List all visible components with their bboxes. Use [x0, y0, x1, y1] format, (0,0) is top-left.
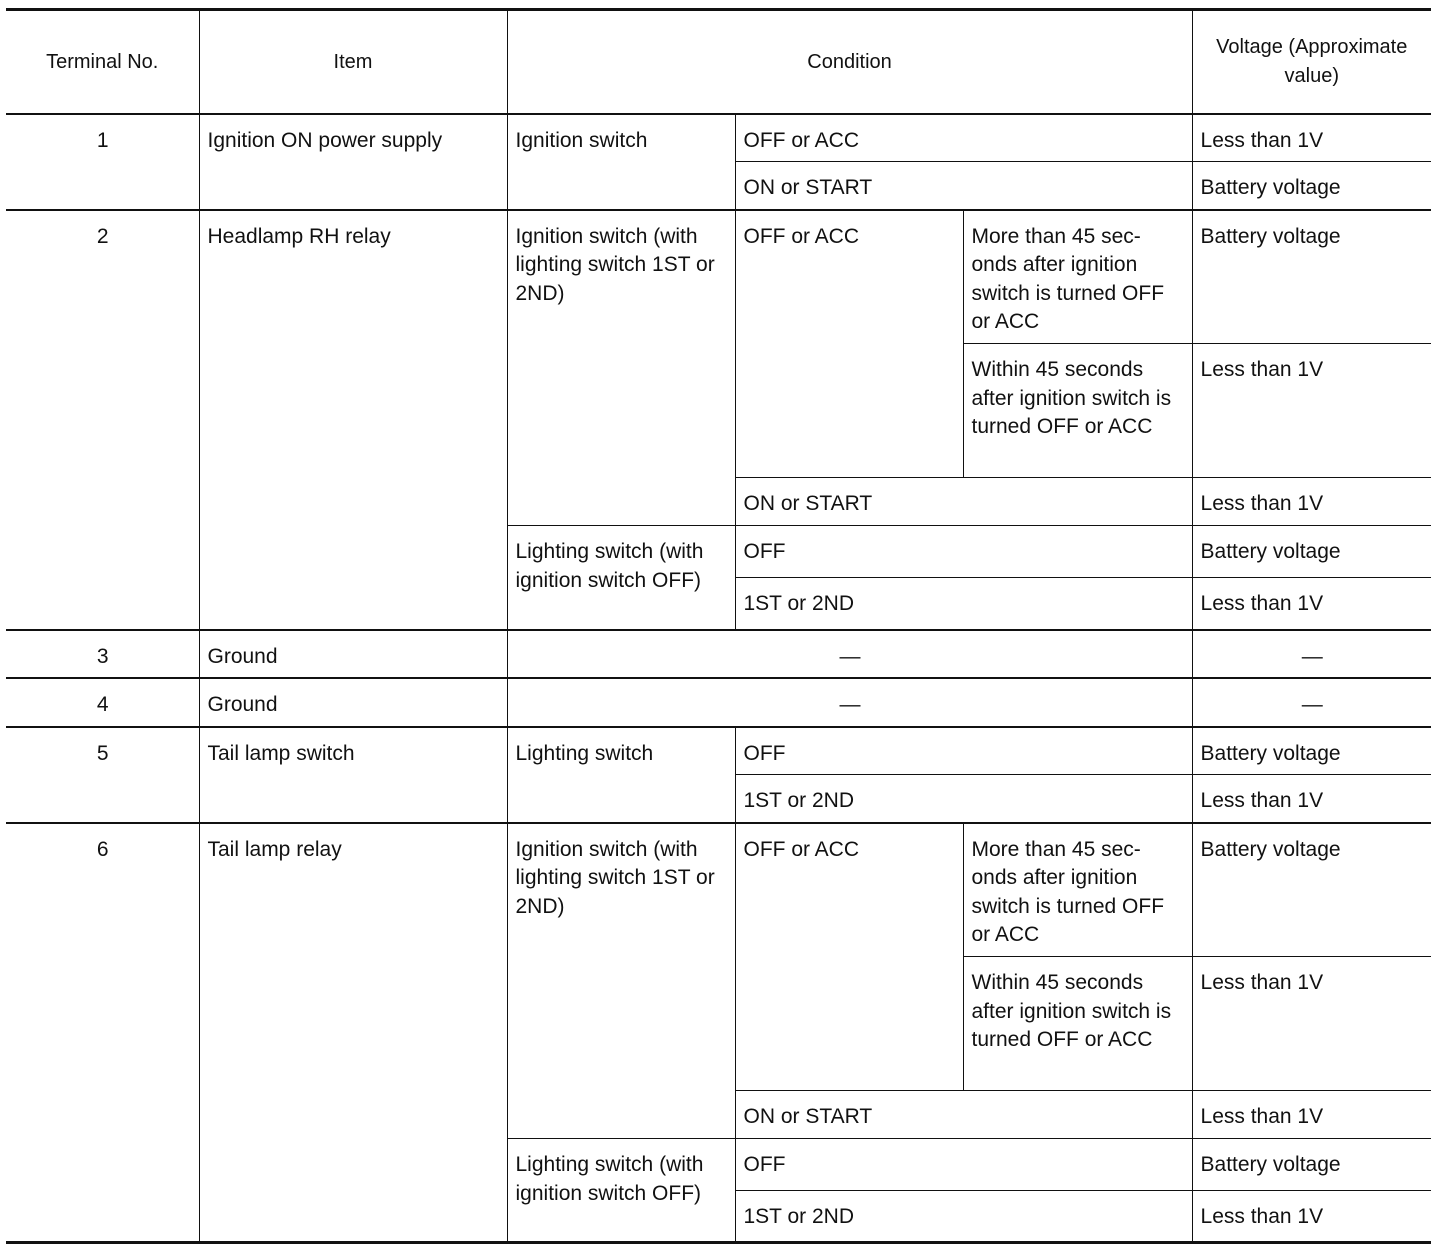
item-cell: Ground [199, 630, 507, 679]
voltage-cell: Battery voltage [1192, 162, 1431, 210]
voltage-cell: — [1192, 678, 1431, 727]
condition-cell: OFF [735, 727, 1192, 775]
condition-cell: OFF [735, 1139, 1192, 1191]
item-cell: Tail lamp relay [199, 823, 507, 1243]
terminal-number: 5 [6, 727, 199, 823]
header-item: Item [199, 10, 507, 114]
terminal-number: 3 [6, 630, 199, 679]
table-row [6, 630, 1431, 679]
terminal-table-frame [6, 8, 1431, 1244]
voltage-cell: Battery voltage [1192, 210, 1431, 344]
switch-cell: Ignition switch (with lighting switch 1ST or 2ND) [507, 823, 735, 1139]
terminal-number: 2 [6, 210, 199, 630]
condition-cell: 1ST or 2ND [735, 1191, 1192, 1243]
condition-cell: 1ST or 2ND [735, 775, 1192, 823]
table-row [6, 823, 1431, 957]
item-cell: Tail lamp switch [199, 727, 507, 823]
condition-cell: OFF or ACC [735, 210, 963, 478]
item-cell: Ground [199, 678, 507, 727]
timing-cell: More than 45 sec-onds after ignition switch is turned OFF or ACC [963, 210, 1192, 344]
timing-cell: Within 45 seconds after ignition switch is turned OFF or ACC [963, 344, 1192, 478]
switch-cell: Lighting switch (with ignition switch OFF) [507, 1139, 735, 1243]
voltage-cell: Less than 1V [1192, 775, 1431, 823]
voltage-cell: Less than 1V [1192, 1091, 1431, 1139]
header-voltage: Voltage (Approximate value) [1192, 10, 1431, 114]
voltage-cell: Less than 1V [1192, 344, 1431, 478]
condition-cell: ON or START [735, 1091, 1192, 1139]
condition-cell: 1ST or 2ND [735, 578, 1192, 630]
header-row [6, 10, 1431, 114]
condition-cell: ON or START [735, 162, 1192, 210]
table-row [6, 727, 1431, 775]
table-row [6, 114, 1431, 162]
table-row [6, 678, 1431, 727]
table-row [6, 210, 1431, 344]
voltage-cell: Less than 1V [1192, 957, 1431, 1091]
header-terminal-no: Terminal No. [6, 10, 199, 114]
switch-cell: Lighting switch (with ignition switch OFF) [507, 526, 735, 630]
voltage-cell: Less than 1V [1192, 578, 1431, 630]
switch-cell: Ignition switch [507, 114, 735, 210]
condition-cell: OFF or ACC [735, 114, 1192, 162]
timing-cell: Within 45 seconds after ignition switch is turned OFF or ACC [963, 957, 1192, 1091]
condition-cell: — [507, 630, 1192, 679]
item-cell: Headlamp RH relay [199, 210, 507, 630]
switch-cell: Ignition switch (with lighting switch 1ST or 2ND) [507, 210, 735, 526]
voltage-cell: Battery voltage [1192, 727, 1431, 775]
terminal-voltage-table [6, 8, 1431, 1244]
voltage-cell: — [1192, 630, 1431, 679]
voltage-cell: Battery voltage [1192, 823, 1431, 957]
terminal-number: 6 [6, 823, 199, 1243]
voltage-cell: Battery voltage [1192, 1139, 1431, 1191]
condition-cell: OFF or ACC [735, 823, 963, 1091]
switch-cell: Lighting switch [507, 727, 735, 823]
item-cell: Ignition ON power supply [199, 114, 507, 210]
condition-cell: ON or START [735, 478, 1192, 526]
timing-cell: More than 45 sec-onds after ignition switch is turned OFF or ACC [963, 823, 1192, 957]
voltage-cell: Less than 1V [1192, 478, 1431, 526]
condition-cell: OFF [735, 526, 1192, 578]
terminal-number: 1 [6, 114, 199, 210]
voltage-cell: Less than 1V [1192, 114, 1431, 162]
condition-cell: — [507, 678, 1192, 727]
terminal-number: 4 [6, 678, 199, 727]
header-condition: Condition [507, 10, 1192, 114]
voltage-cell: Less than 1V [1192, 1191, 1431, 1243]
voltage-cell: Battery voltage [1192, 526, 1431, 578]
